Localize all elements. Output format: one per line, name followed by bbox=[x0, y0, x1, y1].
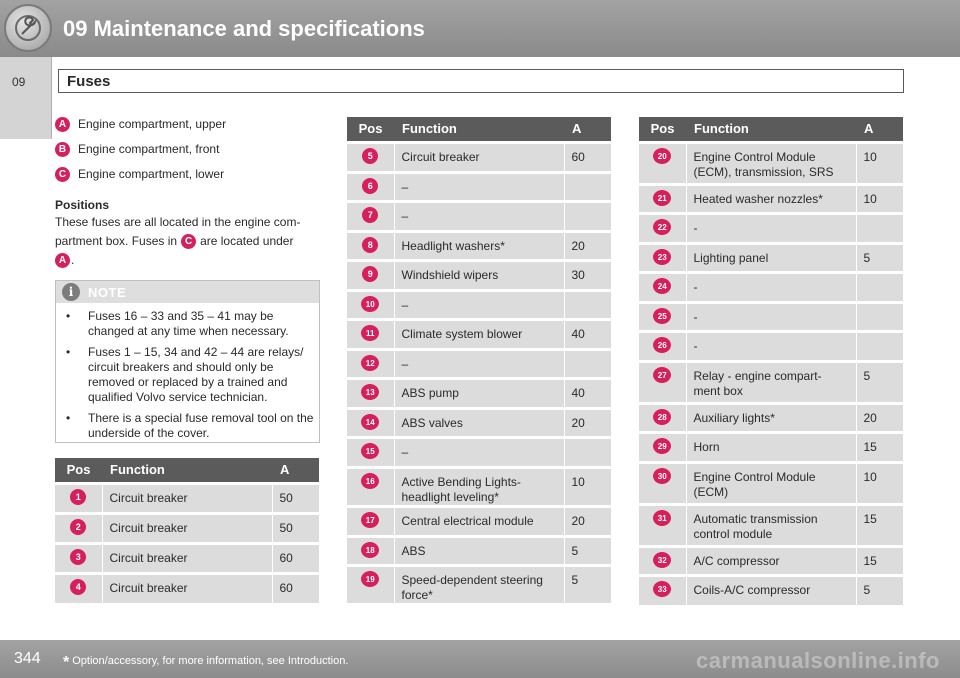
amp-cell: 5 bbox=[856, 243, 903, 272]
table-row bbox=[55, 483, 319, 513]
fuse-table-1 bbox=[55, 458, 319, 603]
amp-cell bbox=[564, 172, 611, 201]
function-header: Function bbox=[394, 117, 564, 142]
note-item: • Fuses 1 – 15, 34 and 42 – 44 are relays/ circuit breakers and should only be removed or replaced by a trained and qualified Volvo service technician. bbox=[64, 345, 316, 405]
amp-cell: 5 bbox=[564, 536, 611, 565]
fuse-number-badge: 23 bbox=[653, 249, 671, 265]
amp-cell bbox=[856, 331, 903, 361]
pos-cell bbox=[347, 408, 394, 437]
page-footer bbox=[0, 640, 960, 678]
letter-c-badge: C bbox=[55, 167, 70, 182]
pos-cell bbox=[639, 184, 686, 213]
table-row bbox=[639, 462, 903, 504]
pos-cell bbox=[347, 201, 394, 231]
positions-line bbox=[55, 232, 325, 251]
page-header bbox=[0, 0, 960, 57]
pos-cell bbox=[639, 546, 686, 575]
function-cell: Circuit breaker bbox=[102, 573, 272, 603]
table-row bbox=[639, 184, 903, 213]
amp-cell: 10 bbox=[856, 462, 903, 504]
pos-header: Pos bbox=[347, 117, 394, 142]
pos-cell bbox=[347, 319, 394, 349]
pos-cell bbox=[639, 504, 686, 546]
function-cell: Auxiliary lights* bbox=[686, 403, 856, 432]
table-row bbox=[347, 201, 611, 231]
function-cell: Engine Control Module (ECM) bbox=[686, 462, 856, 504]
pos-cell bbox=[347, 260, 394, 290]
fuse-number-badge: 28 bbox=[653, 409, 671, 425]
letter-c-badge: C bbox=[181, 234, 196, 249]
table-header-row bbox=[347, 117, 611, 142]
fuse-number-badge: 32 bbox=[653, 552, 671, 568]
pos-cell bbox=[55, 573, 102, 603]
fuse-number-badge: 19 bbox=[361, 571, 379, 587]
footnote-text: Option/accessory, for more information, see Introduction. bbox=[72, 655, 349, 667]
fuse-number-badge: 15 bbox=[361, 443, 379, 459]
pos-cell bbox=[347, 172, 394, 201]
amp-header: A bbox=[272, 458, 319, 483]
positions-line bbox=[55, 251, 325, 270]
function-cell: Circuit breaker bbox=[102, 543, 272, 573]
amp-header: A bbox=[564, 117, 611, 142]
table-header-row bbox=[55, 458, 319, 483]
table-row bbox=[55, 543, 319, 573]
function-cell: A/C compressor bbox=[686, 546, 856, 575]
fuse-number-badge: 7 bbox=[362, 207, 378, 223]
fuse-number-badge: 31 bbox=[653, 510, 671, 526]
table-row bbox=[639, 331, 903, 361]
fuse-number-badge: 21 bbox=[653, 190, 671, 206]
table-row bbox=[347, 319, 611, 349]
amp-cell bbox=[856, 213, 903, 243]
info-icon: i bbox=[62, 283, 80, 301]
fuse-number-badge: 6 bbox=[362, 178, 378, 194]
positions-paragraph bbox=[55, 213, 325, 270]
function-cell: Active Bending Lights- headlight leveling* bbox=[394, 467, 564, 506]
section-title: Fuses bbox=[67, 73, 111, 90]
pos-cell bbox=[639, 403, 686, 432]
table-row bbox=[639, 361, 903, 403]
function-cell: Climate system blower bbox=[394, 319, 564, 349]
pos-cell bbox=[639, 213, 686, 243]
table-row bbox=[347, 536, 611, 565]
function-cell: Relay - engine compart- ment box bbox=[686, 361, 856, 403]
note-header bbox=[56, 281, 319, 303]
function-cell: Automatic transmission control module bbox=[686, 504, 856, 546]
table-row bbox=[347, 290, 611, 319]
function-cell: - bbox=[686, 302, 856, 331]
pos-cell bbox=[639, 432, 686, 462]
table-row bbox=[639, 243, 903, 272]
table-row bbox=[639, 546, 903, 575]
positions-text-part: are located under bbox=[200, 234, 294, 248]
pos-cell bbox=[639, 142, 686, 184]
pos-header: Pos bbox=[639, 117, 686, 142]
pos-cell bbox=[347, 290, 394, 319]
chapter-tab bbox=[0, 57, 52, 139]
pos-cell bbox=[347, 349, 394, 378]
table-row bbox=[55, 513, 319, 543]
pos-cell bbox=[347, 231, 394, 260]
table-row bbox=[347, 378, 611, 408]
function-cell: Windshield wipers bbox=[394, 260, 564, 290]
amp-cell bbox=[564, 437, 611, 467]
fuse-number-badge: 8 bbox=[362, 237, 378, 253]
amp-cell: 60 bbox=[564, 142, 611, 172]
function-cell: Heated washer nozzles* bbox=[686, 184, 856, 213]
function-cell: Engine Control Module (ECM), transmission, SRS bbox=[686, 142, 856, 184]
function-cell: – bbox=[394, 290, 564, 319]
pos-cell bbox=[639, 361, 686, 403]
fuse-number-badge: 18 bbox=[361, 542, 379, 558]
fuse-number-badge: 25 bbox=[653, 308, 671, 324]
note-item: • Fuses 16 – 33 and 35 – 41 may be changed at any time when necessary. bbox=[64, 309, 316, 339]
table-row bbox=[347, 172, 611, 201]
function-cell: ABS pump bbox=[394, 378, 564, 408]
table-row bbox=[347, 349, 611, 378]
amp-cell: 10 bbox=[856, 142, 903, 184]
function-cell: – bbox=[394, 172, 564, 201]
letter-a-badge: A bbox=[55, 117, 70, 132]
function-cell: Headlight washers* bbox=[394, 231, 564, 260]
amp-cell: 5 bbox=[856, 575, 903, 605]
note-title: NOTE bbox=[88, 285, 127, 300]
amp-cell: 15 bbox=[856, 546, 903, 575]
amp-cell: 20 bbox=[564, 506, 611, 536]
table-row bbox=[347, 565, 611, 603]
location-item-a bbox=[55, 115, 226, 133]
fuse-number-badge: 30 bbox=[653, 468, 671, 484]
fuse-number-badge: 24 bbox=[653, 278, 671, 294]
table-row bbox=[639, 432, 903, 462]
positions-heading: Positions bbox=[55, 198, 110, 212]
table-row bbox=[347, 506, 611, 536]
function-cell: - bbox=[686, 272, 856, 302]
function-cell: Horn bbox=[686, 432, 856, 462]
table-row bbox=[55, 573, 319, 603]
function-cell: Lighting panel bbox=[686, 243, 856, 272]
fuse-number-badge: 26 bbox=[653, 337, 671, 353]
amp-cell: 5 bbox=[564, 565, 611, 603]
section-title-bar bbox=[58, 69, 904, 93]
table1-body bbox=[55, 483, 319, 603]
fuse-number-badge: 11 bbox=[361, 325, 379, 341]
fuse-table-2 bbox=[347, 117, 611, 603]
pos-cell bbox=[347, 506, 394, 536]
pos-cell bbox=[347, 467, 394, 506]
pos-cell bbox=[347, 378, 394, 408]
function-header: Function bbox=[102, 458, 272, 483]
amp-header: A bbox=[856, 117, 903, 142]
function-cell: Coils-A/C compressor bbox=[686, 575, 856, 605]
fuse-number-badge: 17 bbox=[361, 512, 379, 528]
function-cell: Circuit breaker bbox=[394, 142, 564, 172]
amp-cell: 60 bbox=[272, 543, 319, 573]
amp-cell: 15 bbox=[856, 504, 903, 546]
amp-cell: 20 bbox=[856, 403, 903, 432]
pos-header: Pos bbox=[55, 458, 102, 483]
function-cell: Speed-dependent steering force* bbox=[394, 565, 564, 603]
table-row bbox=[347, 231, 611, 260]
table-row bbox=[639, 403, 903, 432]
pos-cell bbox=[55, 513, 102, 543]
fuse-number-badge: 12 bbox=[361, 355, 379, 371]
pos-cell bbox=[347, 142, 394, 172]
fuse-number-badge: 27 bbox=[653, 367, 671, 383]
function-cell: – bbox=[394, 437, 564, 467]
pos-cell bbox=[55, 543, 102, 573]
fuse-table-3 bbox=[639, 117, 903, 605]
positions-line: These fuses are all located in the engine com- bbox=[55, 215, 301, 229]
table-row bbox=[347, 142, 611, 172]
location-item-c bbox=[55, 165, 224, 183]
function-cell: - bbox=[686, 213, 856, 243]
note-list bbox=[64, 309, 316, 447]
fuse-number-badge: 4 bbox=[70, 579, 86, 595]
table-row bbox=[639, 213, 903, 243]
function-cell: Central electrical module bbox=[394, 506, 564, 536]
fuse-number-badge: 5 bbox=[362, 148, 378, 164]
note-item: • There is a special fuse removal tool on the underside of the cover. bbox=[64, 411, 316, 441]
table-row bbox=[639, 142, 903, 184]
amp-cell: 10 bbox=[564, 467, 611, 506]
location-label: Engine compartment, upper bbox=[78, 117, 227, 131]
positions-text-part: partment box. Fuses in bbox=[55, 234, 178, 248]
function-cell: Circuit breaker bbox=[102, 483, 272, 513]
location-item-b bbox=[55, 140, 219, 158]
function-cell: – bbox=[394, 201, 564, 231]
pos-cell bbox=[639, 575, 686, 605]
location-label: Engine compartment, lower bbox=[78, 167, 225, 181]
fuse-number-badge: 13 bbox=[361, 384, 379, 400]
amp-cell: 5 bbox=[856, 361, 903, 403]
table-row bbox=[347, 260, 611, 290]
table-row bbox=[347, 467, 611, 506]
letter-a-badge: A bbox=[55, 253, 70, 268]
amp-cell: 40 bbox=[564, 378, 611, 408]
function-cell: ABS bbox=[394, 536, 564, 565]
pos-cell bbox=[347, 536, 394, 565]
fuse-number-badge: 20 bbox=[653, 148, 671, 164]
table-row bbox=[639, 302, 903, 331]
fuse-number-badge: 16 bbox=[361, 473, 379, 489]
positions-text-part: . bbox=[71, 253, 75, 267]
wrench-logo-icon bbox=[4, 4, 52, 52]
letter-b-badge: B bbox=[55, 142, 70, 157]
page-number: 344 bbox=[14, 650, 41, 667]
chapter-title: 09 Maintenance and specifications bbox=[63, 16, 425, 41]
amp-cell: 50 bbox=[272, 513, 319, 543]
watermark: carmanualsonline.info bbox=[696, 648, 940, 673]
fuse-number-badge: 29 bbox=[653, 438, 671, 454]
amp-cell: 20 bbox=[564, 408, 611, 437]
amp-cell: 40 bbox=[564, 319, 611, 349]
function-cell: ABS valves bbox=[394, 408, 564, 437]
pos-cell bbox=[639, 272, 686, 302]
pos-cell bbox=[347, 565, 394, 603]
table-row bbox=[639, 504, 903, 546]
pos-cell bbox=[639, 331, 686, 361]
fuse-number-badge: 3 bbox=[70, 549, 86, 565]
pos-cell bbox=[639, 462, 686, 504]
fuse-number-badge: 2 bbox=[70, 519, 86, 535]
pos-cell bbox=[639, 302, 686, 331]
footnote-star: * bbox=[63, 654, 70, 671]
fuse-number-badge: 9 bbox=[362, 266, 378, 282]
amp-cell: 10 bbox=[856, 184, 903, 213]
amp-cell: 50 bbox=[272, 483, 319, 513]
function-cell: Circuit breaker bbox=[102, 513, 272, 543]
amp-cell: 60 bbox=[272, 573, 319, 603]
chapter-tab-label: 09 bbox=[12, 75, 26, 89]
amp-cell: 20 bbox=[564, 231, 611, 260]
fuse-number-badge: 22 bbox=[653, 219, 671, 235]
table3-body bbox=[639, 142, 903, 605]
amp-cell bbox=[856, 302, 903, 331]
fuse-number-badge: 33 bbox=[653, 581, 671, 597]
amp-cell: 30 bbox=[564, 260, 611, 290]
amp-cell bbox=[564, 349, 611, 378]
note-box bbox=[55, 280, 320, 443]
footnote bbox=[63, 654, 348, 672]
pos-cell bbox=[639, 243, 686, 272]
fuse-number-badge: 14 bbox=[361, 414, 379, 430]
function-cell: - bbox=[686, 331, 856, 361]
function-header: Function bbox=[686, 117, 856, 142]
table-row bbox=[639, 272, 903, 302]
table2-body bbox=[347, 142, 611, 603]
table-header-row bbox=[639, 117, 903, 142]
amp-cell bbox=[564, 201, 611, 231]
fuse-number-badge: 10 bbox=[361, 296, 379, 312]
amp-cell: 15 bbox=[856, 432, 903, 462]
location-label: Engine compartment, front bbox=[78, 142, 220, 156]
table-row bbox=[347, 437, 611, 467]
amp-cell bbox=[564, 290, 611, 319]
function-cell: – bbox=[394, 349, 564, 378]
pos-cell bbox=[55, 483, 102, 513]
amp-cell bbox=[856, 272, 903, 302]
fuse-number-badge: 1 bbox=[70, 489, 86, 505]
pos-cell bbox=[347, 437, 394, 467]
table-row bbox=[347, 408, 611, 437]
table-row bbox=[639, 575, 903, 605]
